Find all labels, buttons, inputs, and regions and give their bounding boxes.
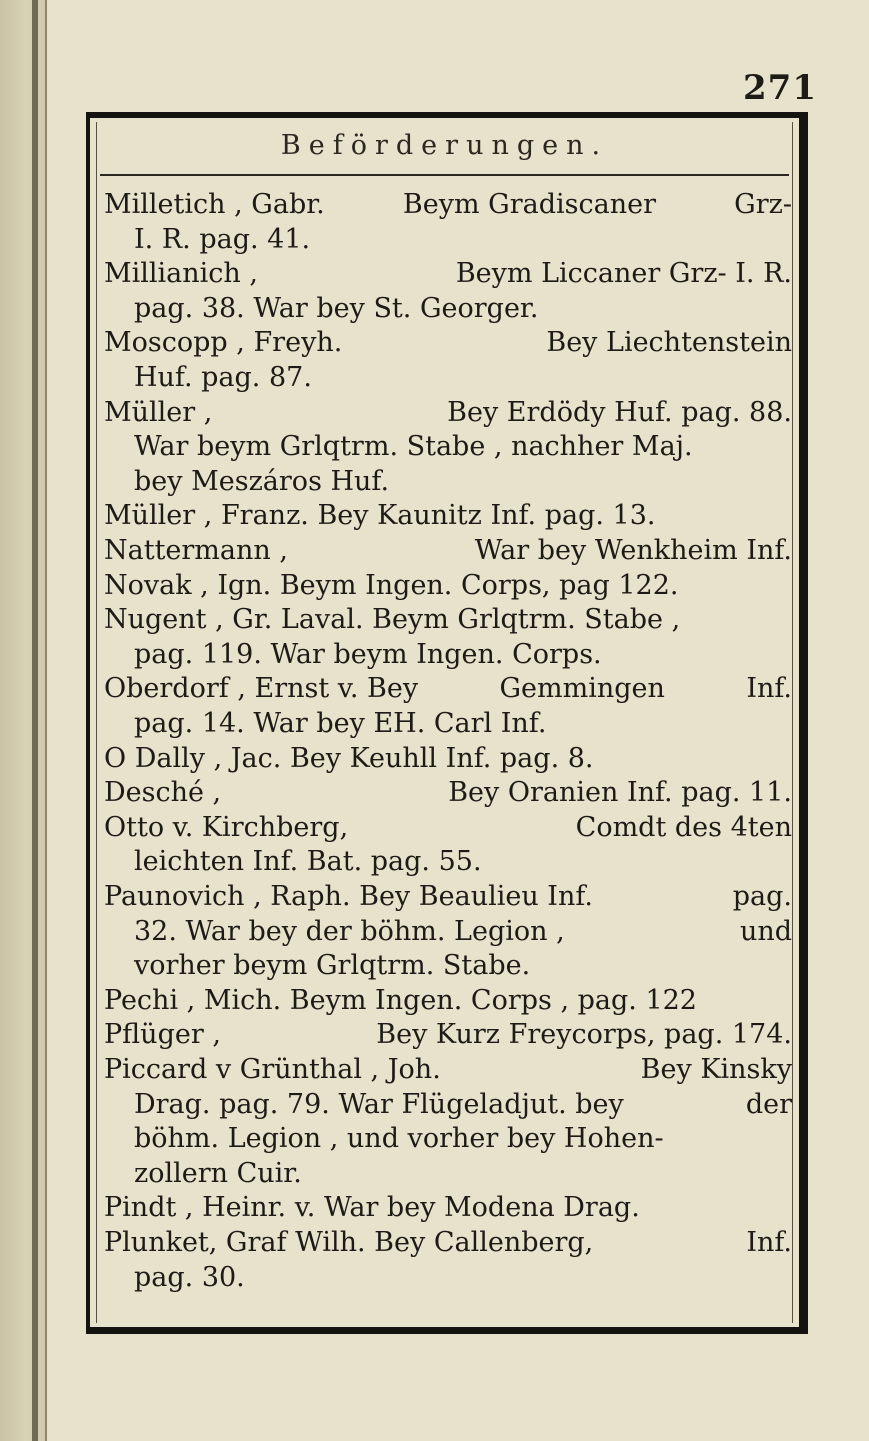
line-segment: Bey Liechtenstein [546,327,792,359]
line-segment: Oberdorf , Ernst v. Bey [104,673,419,705]
line-segment: Piccard v Grünthal , Joh. [104,1054,441,1085]
entry-first-line [104,984,697,1018]
line-segment: Nattermann , [104,535,288,566]
line-text: War beym Grlqtrm. Stabe , nachher Maj. [134,431,693,463]
page-number: 271 [743,68,817,108]
line-segment: Beym Gradiscaner [402,189,657,220]
line-text: zollern Cuir. [134,1157,302,1189]
line-text: Novak , Ign. Beym Ingen. Corps, pag 122. [104,569,679,601]
line-segment: und [739,915,792,947]
entry-first-line [104,1018,792,1052]
line-text: I. R. pag. 41. [134,223,311,255]
line-text: böhm. Legion , und vorher bey Hohen- [134,1123,664,1155]
entry-continuation-line [134,1261,245,1295]
line-text: Huf. pag. 87. [134,362,312,393]
line-segment: Inf. [746,673,792,705]
line-segment: Otto v. Kirchberg, [104,811,349,843]
entry-first-line [104,742,594,776]
line-segment: der [745,1088,792,1120]
line-text: bey Meszáros Huf. [134,465,390,497]
entry-first-line [104,1191,640,1225]
line-segment: Grz- [734,189,792,220]
entry-first-line [104,499,655,533]
line-text: Pindt , Heinr. v. War bey Modena Drag. [104,1192,640,1224]
entry-continuation-line [134,638,602,672]
entry-first-line [104,1226,792,1260]
line-segment: pag. [732,881,792,912]
entry-continuation-line [134,465,389,499]
entry-continuation-line [134,707,546,741]
line-text: Nugent , Gr. Laval. Beym Grlqtrm. Stabe , [104,604,681,636]
entry-continuation-line [134,292,538,326]
entry-first-line [104,534,792,568]
line-segment: Bey Oranien Inf. pag. 11. [448,777,792,809]
heading-rule [100,174,789,176]
line-text: pag. 30. [134,1261,245,1293]
entry-continuation-line [134,1157,302,1191]
entry-first-line [104,776,792,810]
line-segment: Paunovich , Raph. Bey Beaulieu Inf. [104,881,593,912]
entry-continuation-line [134,1122,664,1156]
line-text: leichten Inf. Bat. pag. 55. [134,846,482,878]
line-segment: Desché , [104,777,222,809]
entry-first-line [104,188,792,222]
line-segment: Drag. pag. 79. War Flügeladjut. bey [134,1088,624,1120]
entry-continuation-line [134,949,530,983]
line-segment: Moscopp , Freyh. [104,327,343,359]
line-text: vorher beym Grlqtrm. Stabe. [134,950,531,982]
line-segment: 32. War bey der böhm. Legion , [134,915,565,947]
line-segment: Milletich , Gabr. [104,189,325,220]
line-segment: Gemmingen [499,673,665,705]
line-segment: Plunket, Graf Wilh. Bey Callenberg, [104,1227,594,1258]
line-text: pag. 38. War bey St. Georger. [134,292,539,324]
entry-first-line [104,811,792,845]
gutter-edge [45,0,47,1441]
line-segment: Bey Erdödy Huf. pag. 88. [447,396,792,428]
entry-first-line [104,326,792,360]
line-text: Pechi , Mich. Beym Ingen. Corps , pag. 122 [104,984,697,1016]
entry-first-line [104,1053,792,1087]
entry-first-line [104,396,792,430]
section-heading: Beförderungen. [280,130,609,161]
line-text: pag. 14. War bey EH. Carl Inf. [134,708,547,739]
entry-first-line [104,257,792,291]
line-text: Müller , Franz. Bey Kaunitz Inf. pag. 13. [104,500,656,532]
entry-continuation-line [134,430,693,464]
entry-continuation-line [134,361,312,395]
line-segment: Inf. [746,1227,792,1258]
book-gutter [0,0,46,1441]
entry-first-line [104,880,792,914]
line-segment: Müller , [104,396,213,428]
entry-continuation-line [134,223,310,257]
entry-first-line [104,603,680,637]
entry-continuation-line [134,915,792,949]
line-segment: Bey Kurz Freycorps, pag. 174. [376,1019,792,1051]
entry-first-line [104,569,678,603]
entry-first-line [104,672,792,706]
entry-continuation-line [134,845,482,879]
line-segment: Bey Kinsky [640,1054,792,1085]
line-segment: Beym Liccaner Grz- I. R. [455,258,792,290]
line-segment: Pflüger , [104,1019,221,1051]
line-segment: Comdt des 4ten [575,811,792,843]
line-text: O Dally , Jac. Bey Keuhll Inf. pag. 8. [104,742,594,774]
line-segment: War bey Wenkheim Inf. [474,535,792,566]
gutter-shadow-line [32,0,38,1441]
line-segment: Millianich , [104,258,258,290]
line-text: pag. 119. War beym Ingen. Corps. [134,638,602,670]
entry-continuation-line [134,1088,792,1122]
